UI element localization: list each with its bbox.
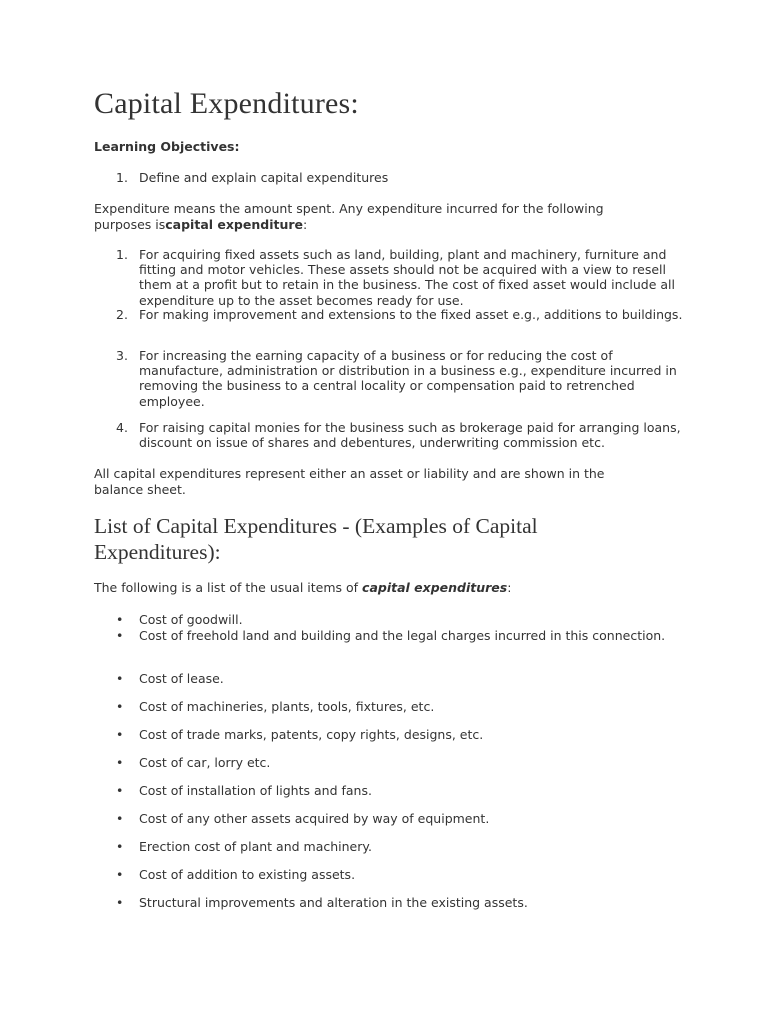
list-item-text: Cost of lease.	[139, 671, 224, 686]
list-item	[94, 895, 694, 910]
list-item-text: Cost of trade marks, patents, copy rights, designs, etc.	[139, 727, 484, 742]
bullet-icon: •	[116, 811, 124, 826]
summary-paragraph: All capital expenditures represent either an asset or liability and are shown in the balance sheet.	[94, 466, 605, 497]
list-intro-colon: :	[507, 580, 512, 595]
list-item	[94, 612, 694, 627]
bullet-icon: •	[116, 727, 124, 742]
purpose-item	[94, 247, 694, 308]
page-title: Capital Expenditures:	[94, 87, 359, 120]
bullet-icon: •	[116, 612, 124, 627]
list-item	[94, 628, 694, 643]
list-item	[94, 671, 694, 686]
list-marker: 3.	[116, 348, 128, 363]
purpose-item	[94, 420, 694, 450]
bullet-icon: •	[116, 671, 124, 686]
purpose-text: For increasing the earning capacity of a business or for reducing the cost of manufacture, administration or distribution in a business e.g., expenditure incurred in removing the business to a central locality or compensation paid to retrenched employee.	[139, 348, 677, 409]
intro-text: Expenditure means the amount spent. Any expenditure incurred for the following purposes is	[94, 201, 604, 232]
list-item-text: Structural improvements and alteration in the existing assets.	[139, 895, 528, 910]
list-marker: 4.	[116, 420, 128, 435]
bullet-icon: •	[116, 867, 124, 882]
list-item	[94, 811, 694, 826]
list-item	[94, 727, 694, 742]
learning-objective-item	[94, 170, 694, 185]
list-item-text: Cost of addition to existing assets.	[139, 867, 356, 882]
bullet-icon: •	[116, 895, 124, 910]
section-heading: List of Capital Expenditures - (Examples of Capital Expenditures):	[94, 514, 538, 564]
learning-objectives-heading: Learning Objectives:	[94, 139, 240, 154]
intro-colon: :	[303, 216, 308, 232]
list-item-text: Cost of installation of lights and fans.	[139, 783, 372, 798]
list-item-text: Erection cost of plant and machinery.	[139, 839, 372, 854]
list-marker: 1.	[116, 247, 128, 262]
purpose-text: For raising capital monies for the business such as brokerage paid for arranging loans, discount on issue of shares and debentures, underwriting commission etc.	[139, 420, 681, 451]
list-item	[94, 867, 694, 882]
list-marker: 1.	[116, 170, 128, 185]
learning-objective-text: Define and explain capital expenditures	[139, 170, 389, 185]
purpose-text: For making improvement and extensions to the fixed asset e.g., additions to buildings.	[139, 307, 683, 322]
purpose-item	[94, 348, 694, 409]
list-marker: 2.	[116, 307, 128, 322]
bullet-icon: •	[116, 628, 124, 643]
bullet-icon: •	[116, 699, 124, 714]
bullet-icon: •	[116, 755, 124, 770]
list-item-text: Cost of machineries, plants, tools, fixtures, etc.	[139, 699, 435, 714]
list-item-text: Cost of freehold land and building and the legal charges incurred in this connection.	[139, 628, 666, 643]
list-item	[94, 699, 694, 714]
intro-bold-term: capital expenditure	[165, 216, 304, 232]
list-item	[94, 755, 694, 770]
list-intro-term: capital expenditures	[362, 580, 508, 595]
list-item-text: Cost of goodwill.	[139, 612, 243, 627]
list-item-text: Cost of car, lorry etc.	[139, 755, 271, 770]
purpose-text: For acquiring fixed assets such as land, building, plant and machinery, furniture and fitting and motor vehicles. These assets should not be acquired with a view to resell them at a profit but to retain in the business. The cost of fixed asset would include all expenditure up to the asset becomes ready for use.	[139, 247, 675, 308]
purpose-item	[94, 307, 694, 322]
list-item-text: Cost of any other assets acquired by way of equipment.	[139, 811, 490, 826]
intro-paragraph	[94, 201, 634, 233]
bullet-icon: •	[116, 839, 124, 854]
bullet-icon: •	[116, 783, 124, 798]
list-item	[94, 839, 694, 854]
list-intro-text: The following is a list of the usual items of	[94, 580, 363, 595]
list-intro-paragraph	[94, 580, 634, 596]
list-item	[94, 783, 694, 798]
